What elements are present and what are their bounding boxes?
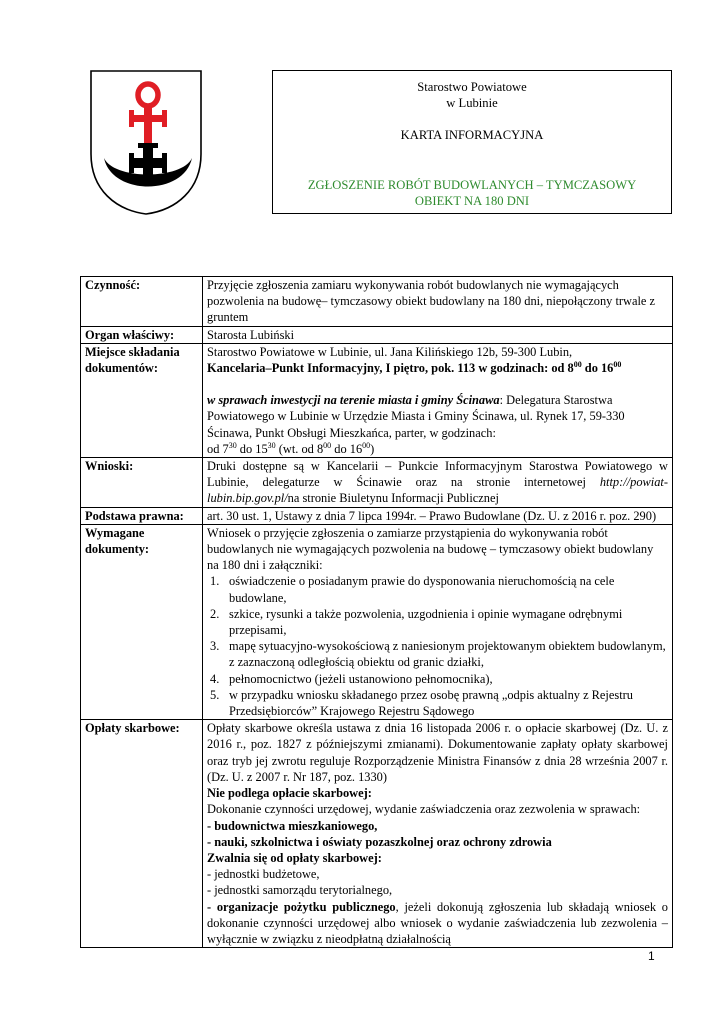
coat-of-arms-emblem xyxy=(88,68,204,216)
local-government-item: - jednostki samorządu terytorialnego, xyxy=(207,883,393,898)
row-label: Wnioski: xyxy=(81,458,203,508)
list-item: 3. mapę sytuacyjno-wysokościową z naniesionym projektowanym obiektem budowlanym, z zaznaczoną odległością obiektu od granic działki, xyxy=(210,639,666,670)
bip-link[interactable]: http://powiat-lubin.bip.gov.pl/ xyxy=(207,475,668,506)
info-table xyxy=(80,276,673,948)
table-row-wnioski xyxy=(81,458,673,508)
public-benefit-item: - organizacje pożytku publicznego, jeżeli dokonują zgłoszenia lub składają wniosek o dokonanie czynności urzędowej albo wniosek o wydanie zaświadczenia lub zezwolenia – wyłącznie w związku z nieodpłatną działalnością xyxy=(207,899,669,946)
row-label: Wymagane dokumenty: xyxy=(81,524,203,719)
table-row-czynnosc xyxy=(81,277,673,327)
not-subject-text: Dokonanie czynności urzędowej, wydanie zaświadczenia oraz zezwolenia w sprawach: xyxy=(207,802,641,817)
scinawa-hours: od $7^{30}$ do $15^{30}$ (wt. od $8^{00}$ do $16^{00}$) xyxy=(207,440,375,456)
subject-title-line2: OBIEKT NA 180 DNI xyxy=(414,194,530,208)
required-documents-list xyxy=(207,573,668,719)
fees-basis: Opłaty skarbowe określa ustawa z dnia 16 listopada 2006 r. o opłacie skarbowej (Dz. U. z 2016 r., poz. 1827 z późniejszymi zmianami). Dokumentowanie zapłaty opłaty skarbowej oraz tryb jej zwrotu reguluje Rozporządzenie Ministra Finansów z dnia 28 września 2007 r. (Dz. U. z 2007 r. Nr 187, poz. 1330) xyxy=(207,721,668,784)
exempt-heading: Zwalnia się od opłaty skarbowej: xyxy=(207,850,382,865)
science-item: - nauki, szkolnictwa i oświaty pozaszkolnej oraz ochrony zdrowia xyxy=(207,834,552,849)
row-label: Organ właściwy: xyxy=(81,326,203,343)
row-value xyxy=(203,524,673,719)
header-box xyxy=(272,70,672,214)
row-value: Przyjęcie zgłoszenia zamiaru wykonywania robót budowlanych nie wymagających pozwolenia na budowę– tymczasowy obiekt budowlany na 180 dni, niepołączony trwale z gruntem xyxy=(203,277,673,327)
table-row-miejsce xyxy=(81,343,673,457)
housing-item: - budownictwa mieszkaniowego, xyxy=(207,818,378,833)
list-item: 1. oświadczenie o posiadanym prawie do dysponowania nieruchomością na cele budowlane, xyxy=(210,574,615,605)
documents-intro: Wniosek o przyjęcie zgłoszenia o zamiarze przystąpienia do wykonywania robót budowlanych nie wymagających pozwolenia na budowę – tymczasowy obiekt budowlany na 180 dni i załączniki: xyxy=(207,525,654,573)
office-address: Starostwo Powiatowe w Lubinie, ul. Jana Kilińskiego 12b, 59-300 Lubin, xyxy=(207,344,573,359)
row-value: Druki dostępne są w Kancelarii – Punkcie Informacyjnym Starostwa Powiatowego w Lubinie, delegaturze w Ścinawie oraz na stronie internetowej http://powiat-lubin.bip.gov.pl/na stronie Biuletynu Informacji Publicznej xyxy=(203,458,673,508)
document-type-title: KARTA INFORMACYJNA xyxy=(400,128,544,142)
budget-units-item: - jednostki budżetowe, xyxy=(207,867,320,882)
office-hours: Kancelaria–Punkt Informacyjny, I piętro, pok. 113 w godzinach: od $8^{00}$ do $16^{00}$ xyxy=(207,360,622,376)
office-name-line2: w Lubinie xyxy=(446,96,498,110)
scinawa-branch: w sprawach inwestycji na terenie miasta i gminy Ścinawa: Delegatura Starostwa Powiatowego w Lubinie w Urzędzie Miasta i Gminy Ścinawa, ul. Rynek 17, 59-330 Ścinawa, Punkt Obsługi Mieszkańca, parter, w godzinach: xyxy=(207,393,625,440)
table-row-oplaty xyxy=(81,720,673,948)
row-value: Starosta Lubiński xyxy=(203,326,673,343)
row-label: Podstawa prawna: xyxy=(81,507,203,524)
subject-title-line1: ZGŁOSZENIE ROBÓT BUDOWLANYCH – TYMCZASOWY xyxy=(307,178,637,192)
table-row-organ xyxy=(81,326,673,343)
row-label: Czynność: xyxy=(81,277,203,327)
table-row-wymagane xyxy=(81,524,673,719)
not-subject-heading: Nie podlega opłacie skarbowej: xyxy=(207,786,372,801)
list-item: 2. szkice, rysunki a także pozwolenia, uzgodnienia i opinie wymagane odrębnymi przepisami, xyxy=(210,606,623,638)
page-number: 1 xyxy=(648,949,655,963)
row-label: Miejsce składania dokumentów: xyxy=(81,343,203,457)
table-row-podstawa xyxy=(81,507,673,524)
list-item: 5. w przypadku wniosku składanego przez osobę prawną „odpis aktualny z Rejestru Przedsiębiorców” Krajowego Rejestru Sądowego xyxy=(210,687,633,719)
row-label: Opłaty skarbowe: xyxy=(81,720,203,948)
row-value: art. 30 ust. 1, Ustawy z dnia 7 lipca 1994r. – Prawo Budowlane (Dz. U. z 2016 r. poz. 290) xyxy=(203,507,673,524)
list-item: 4. pełnomocnictwo (jeżeli ustanowiono pełnomocnika), xyxy=(210,671,493,686)
office-name-line1: Starostwo Powiatowe xyxy=(417,80,527,94)
row-value xyxy=(203,343,673,457)
row-value xyxy=(203,720,673,948)
